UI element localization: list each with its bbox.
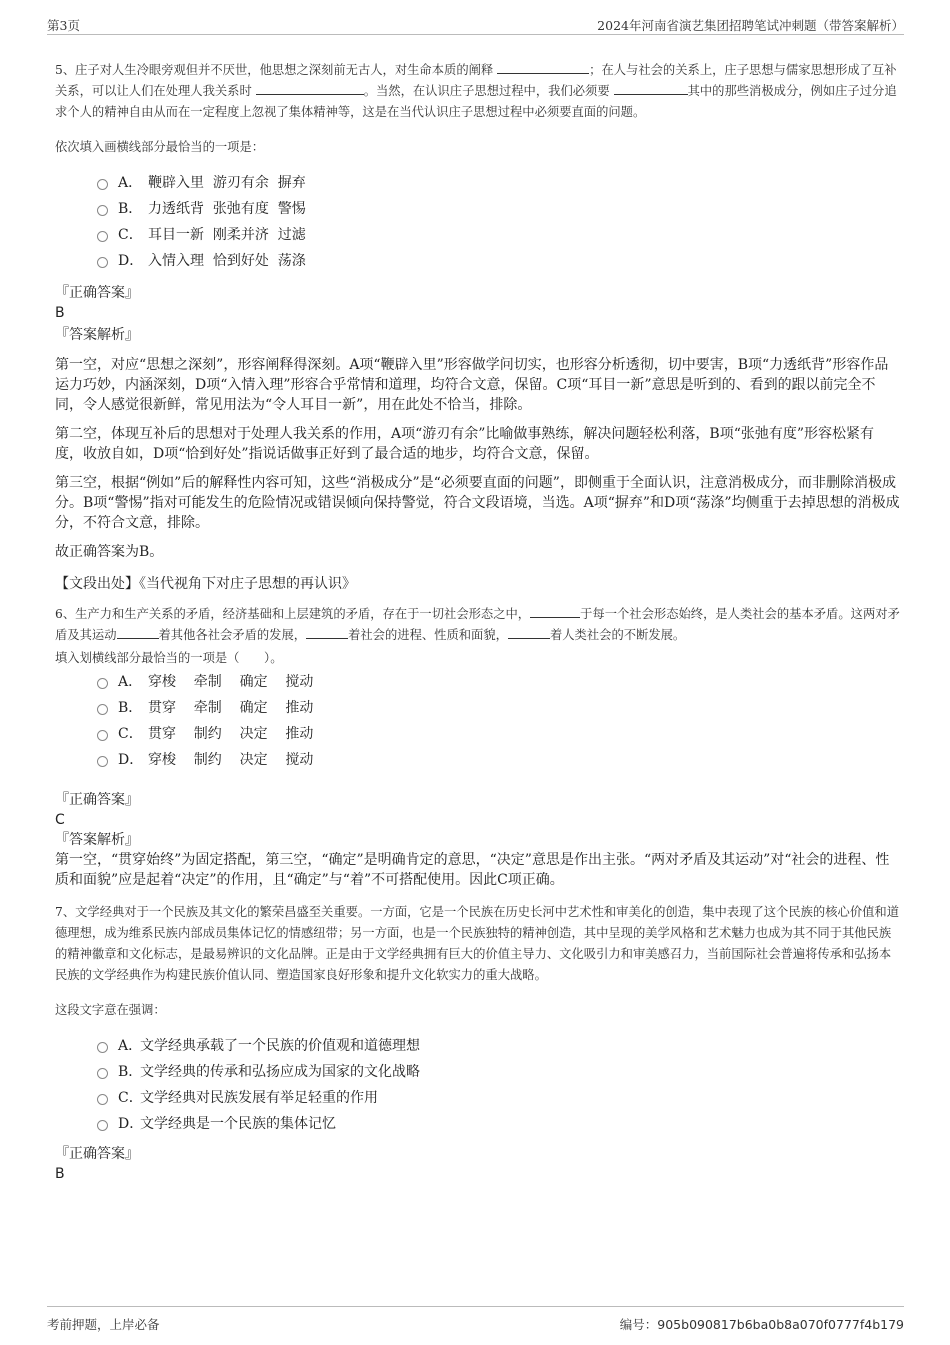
radio-icon[interactable] (97, 179, 108, 190)
analysis-paragraph: 第一空，“贯穿始终”为固定搭配，第三空，“确定”是明确肯定的意思，“决定”意思是作出主张。“两对矛盾及其运动”对“社会的进程、性质和面貌”应是起着“决定”的作用，且“确定”与“着”不可搭配使用。因此C项正确。 (55, 852, 890, 888)
option-b[interactable]: B． 力透纸背 张弛有度 警惕 (55, 195, 900, 221)
blank (614, 82, 688, 95)
question-5 (55, 60, 900, 594)
question-6-options (55, 668, 900, 772)
option-c[interactable]: C． 文学经典对民族发展有举足轻重的作用 (55, 1084, 900, 1110)
option-b[interactable]: B． 文学经典的传承和弘扬应成为国家的文化战略 (55, 1058, 900, 1084)
correct-answer: B (55, 1166, 65, 1182)
option-b[interactable]: B． 贯穿 牵制 确定 推动 (55, 694, 900, 720)
radio-icon[interactable] (97, 257, 108, 268)
answer-label: 『正确答案』 (55, 285, 139, 301)
option-c[interactable]: C． 耳目一新 刚柔并济 过滤 (55, 221, 900, 247)
question-5-options (55, 169, 900, 273)
question-7-instruction: 这段文字意在强调： (55, 1003, 166, 1017)
option-d[interactable]: D． 文学经典是一个民族的集体记忆 (55, 1110, 900, 1136)
page-footer (47, 1306, 904, 1335)
radio-icon[interactable] (97, 730, 108, 741)
radio-icon[interactable] (97, 231, 108, 242)
page-content (55, 60, 900, 1184)
question-7 (55, 902, 900, 1184)
radio-icon[interactable] (97, 704, 108, 715)
option-a[interactable]: A． 文学经典承载了一个民族的价值观和道德理想 (55, 1032, 900, 1058)
option-d[interactable]: D． 穿梭 制约 决定 搅动 (55, 746, 900, 772)
radio-icon[interactable] (97, 1068, 108, 1079)
question-5-instruction: 依次填入画横线部分最恰当的一项是： (55, 140, 265, 154)
page-header (47, 14, 904, 35)
blank (497, 61, 589, 74)
option-d[interactable]: D． 入情入理 恰到好处 荡涤 (55, 247, 900, 273)
radio-icon[interactable] (97, 1042, 108, 1053)
analysis-paragraph: 故正确答案为B。 (55, 544, 164, 560)
option-a[interactable]: A． 穿梭 牵制 确定 搅动 (55, 668, 900, 694)
analysis-paragraph: 第二空，体现互补后的思想对于处理人我关系的作用，A项“游刃有余”比喻做事熟练，解决问题轻松利落，B项“张弛有度”形容松紧有度，收放自如，D项“恰到好处”指说话做事正好到了最合适的地步，均符合文意，保留。 (55, 426, 875, 462)
analysis-label: 『答案解析』 (55, 832, 139, 848)
question-6 (55, 604, 900, 890)
radio-icon[interactable] (97, 1120, 108, 1131)
correct-answer: C (55, 812, 65, 828)
blank (117, 626, 159, 639)
option-c[interactable]: C． 贯穿 制约 决定 推动 (55, 720, 900, 746)
radio-icon[interactable] (97, 1094, 108, 1105)
document-code: 编号：905b090817b6ba0b8a070f0777f4b179 (619, 1317, 904, 1332)
question-6-instruction: 填入划横线部分最恰当的一项是（ ）。 (55, 651, 283, 665)
blank (508, 626, 550, 639)
footer-slogan: 考前押题，上岸必备 (47, 1317, 160, 1332)
option-a[interactable]: A． 鞭辟入里 游刃有余 摒弃 (55, 169, 900, 195)
answer-label: 『正确答案』 (55, 1146, 139, 1162)
document-title: 2024年河南省演艺集团招聘笔试冲刺题（带答案解析） (597, 18, 904, 33)
question-7-stem: 7、文学经典对于一个民族及其文化的繁荣昌盛至关重要。一方面，它是一个民族在历史长河中艺术性和审美化的创造，集中表现了这个民族的核心价值和道德理想，成为维系民族内部成员集体记忆的情感纽带；另一方面，也是一个民族独特的精神创造，其中呈现的美学风格和艺术魅力也成为其不同于其他民族的精神徽章和文化标志，是最易辨识的文化品牌。正是由于文学经典拥有巨大的价值主导力、文化吸引力和审美感召力，当前国际社会普遍将传承和弘扬本民族的文学经典作为构建民族价值认同、塑造国家良好形象和提升文化软实力的重大战略。 (55, 905, 900, 982)
blank (256, 82, 364, 95)
radio-icon[interactable] (97, 756, 108, 767)
radio-icon[interactable] (97, 678, 108, 689)
blank (530, 605, 580, 618)
question-5-stem: 5、庄子对人生冷眼旁观但并不厌世，他思想之深刻前无古人，对生命本质的阐释 ；在人与社会的关系上，庄子思想与儒家思想形成了互补关系，可以让人们在处理人我关系时 。当然，在认识庄子思想过程中，我们必须要 其中的那些消极成分，例如庄子过分追求个人的精神自由从而在一定程度上忽视了集体精神等，这是在当代认识庄子思想过程中必须要直面的问题。 (55, 63, 897, 119)
page-number: 第3页 (47, 18, 80, 33)
question-7-options (55, 1032, 900, 1136)
source-citation: 【文段出处】《当代视角下对庄子思想的再认识》 (55, 576, 356, 592)
answer-label: 『正确答案』 (55, 792, 139, 808)
analysis-label: 『答案解析』 (55, 327, 139, 343)
analysis-paragraph: 第三空，根据“例如”后的解释性内容可知，这些“消极成分”是“必须要直面的问题”，即侧重于全面认识，注意消极成分，而非删除消极成分。B项“警惕”指对可能发生的危险情况或错误倾向保持警觉，符合文段语境，当选。A项“摒弃”和D项“荡涤”均侧重于去掉思想的消极成分，不符合文意，排除。 (55, 475, 900, 531)
radio-icon[interactable] (97, 205, 108, 216)
correct-answer: B (55, 305, 65, 321)
blank (306, 626, 348, 639)
analysis-paragraph: 第一空，对应“思想之深刻”，形容阐释得深刻。A项“鞭辟入里”形容做学问切实，也形容分析透彻，切中要害，B项“力透纸背”形容作品运力巧妙，内涵深刻，D项“入情入理”形容合乎常情和道理，均符合文意，保留。C项“耳目一新”意思是听到的、看到的跟以前完全不同，令人感觉很新鲜，常见用法为“令人耳目一新”，用在此处不恰当，排除。 (55, 357, 889, 413)
question-6-stem: 6、生产力和生产关系的矛盾，经济基础和上层建筑的矛盾，存在于一切社会形态之中， 于每一个社会形态始终，是人类社会的基本矛盾。这两对矛盾及其运动 着其他各社会矛盾的发展， 着社会的进程、性质和面貌， 着人类社会的不断发展。 (55, 607, 900, 642)
